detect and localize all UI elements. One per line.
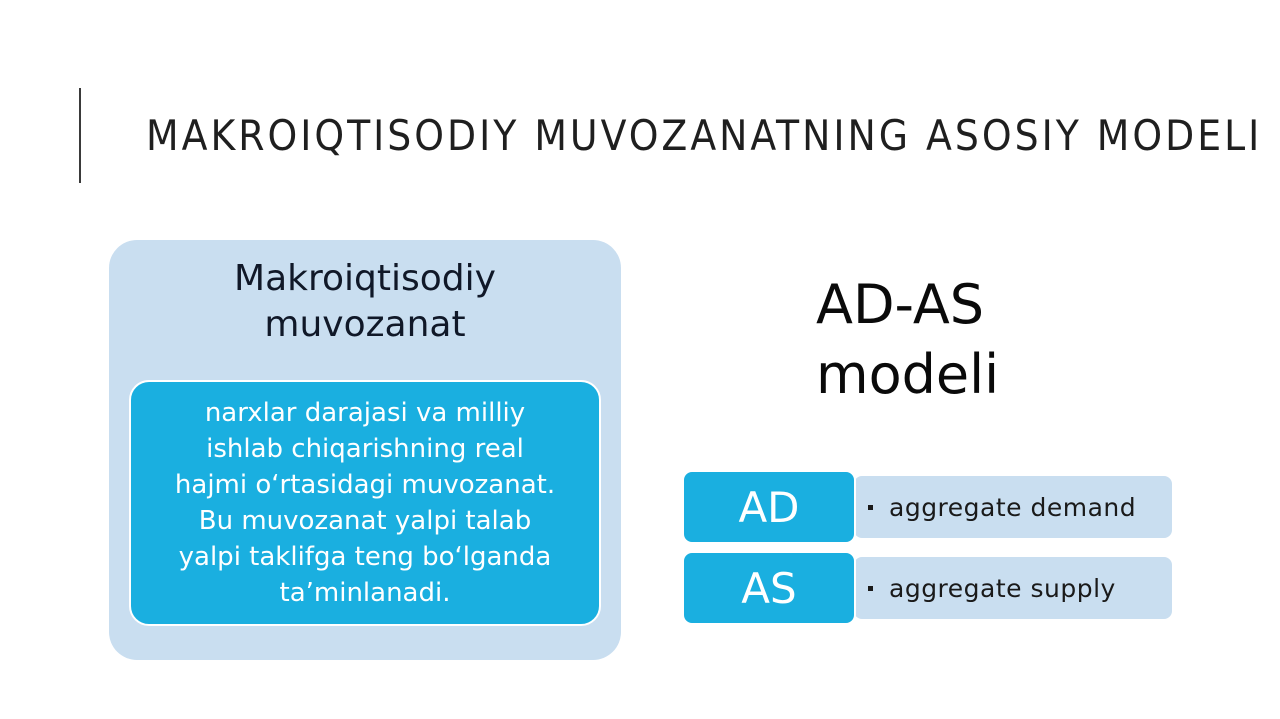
bullet-icon bbox=[868, 586, 873, 591]
model-title-line: AD-AS bbox=[816, 273, 985, 336]
definition-text-line: narxlar darajasi va milliy bbox=[204, 398, 526, 428]
definition-text-line: ishlab chiqarishning real bbox=[206, 434, 524, 464]
definition-text-line: hajmi o‘rtasidagi muvozanat. bbox=[174, 470, 556, 500]
abbreviation-meaning-box bbox=[854, 476, 1172, 538]
definition-text bbox=[145, 395, 585, 611]
bullet-icon bbox=[868, 505, 873, 510]
abbreviation-row-as bbox=[682, 551, 1174, 625]
definition-heading bbox=[109, 256, 621, 348]
definition-text-box bbox=[129, 380, 601, 626]
abbreviation-row-ad bbox=[682, 470, 1174, 544]
definition-text-line: ta’minlanadi. bbox=[279, 578, 451, 608]
abbreviation-key: AS bbox=[682, 551, 856, 625]
title-accent-rule bbox=[79, 88, 81, 183]
definition-heading-line: Makroiqtisodiy bbox=[234, 258, 496, 299]
abbreviation-meaning: aggregate supply bbox=[889, 573, 1116, 603]
definition-heading-line: muvozanat bbox=[264, 304, 466, 345]
abbreviation-meaning: aggregate demand bbox=[889, 492, 1137, 522]
model-title bbox=[816, 270, 999, 410]
slide-title: MAKROIQTISODIY MUVOZANATNING ASOSIY MODELI bbox=[146, 111, 1263, 160]
model-title-line: modeli bbox=[816, 343, 1000, 406]
definition-text-line: yalpi taklifga teng bo‘lganda bbox=[178, 542, 552, 572]
abbreviation-key: AD bbox=[682, 470, 856, 544]
definition-text-line: Bu muvozanat yalpi talab bbox=[198, 506, 532, 536]
abbreviation-meaning-box bbox=[854, 557, 1172, 619]
